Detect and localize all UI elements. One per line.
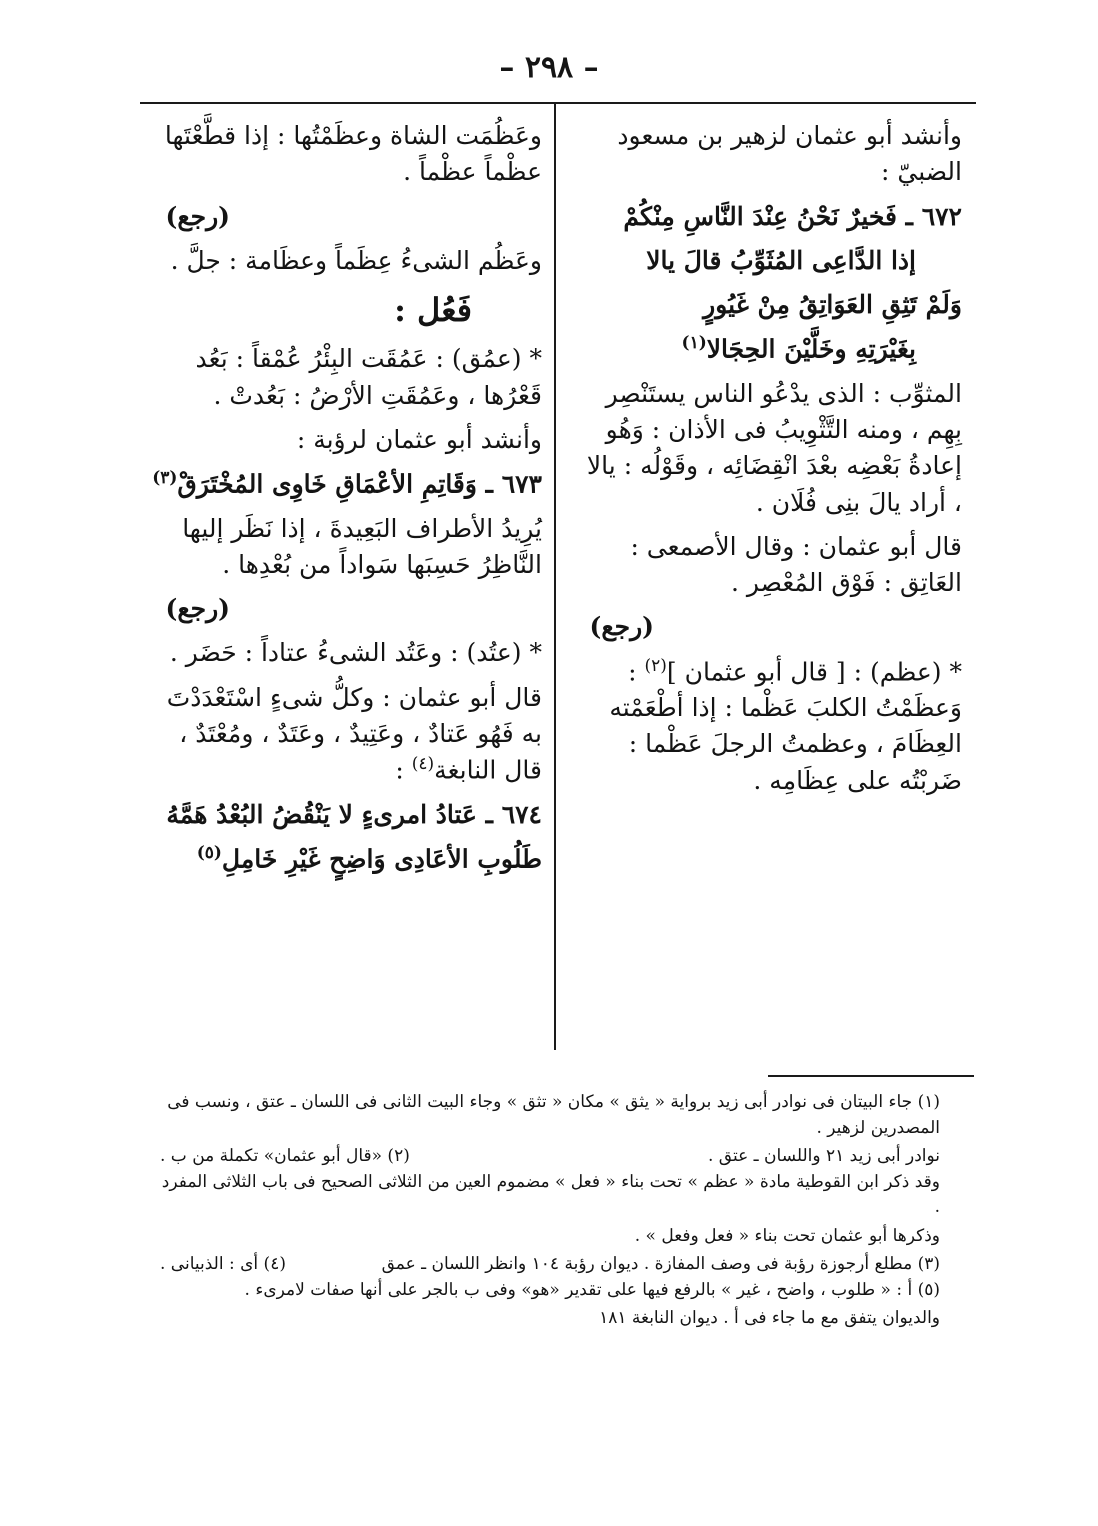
footnote-5: (٥) أ : « طلوب ، واضح ، غير » بالرفع فيها على تقدير «هو» وفى ب بالجر على أنها صفات لامرىء . (244, 1279, 940, 1300)
entry-azm-text: : وَعظَمْتُ الكلبَ عَظْما : إذا أطْعَمْته العِظَامَ ، وعظمتُ الرجلَ عَظْما : ضَربْتُه على عِظَامِه . (609, 656, 962, 795)
verse-672-line4-text: بِغَيْرَتِهِ وخَلَّيْنَ الحِجَالا (706, 334, 916, 364)
footnote-row-2 (160, 1144, 940, 1170)
commentary-673: يُرِيدُ الأطراف البَعِيدةَ ، إذا نَظَر إليها النَّاظِرُ حَسِبَها سَواداً من بُعْدِها . (182, 513, 542, 579)
atid-text (150, 680, 542, 789)
entry-azm (572, 654, 962, 799)
footnote-3: (٣) مطلع أرجوزة رؤبة فى وصف المفازة . ديوان رؤبة ١٠٤ وانظر اللسان ـ عمق (381, 1254, 940, 1274)
entry-azuma: وعَظُم الشىءُ عِظَماً وعظَامة : جلَّ . (170, 245, 542, 275)
footnote-4: (٤) أى : الذبيانى . (160, 1254, 286, 1274)
commentary-asmai: قال أبو عثمان : وقال الأصمعى : العَاتِق : فَوْق المُعْصِر . (630, 531, 962, 598)
footnote-2: (٢) «قال أبو عثمان» تكملة من ب . (160, 1146, 410, 1166)
left-column (150, 118, 542, 886)
section-heading-faul: فَعُل : (394, 291, 472, 329)
verse-672-line2: إذا الدَّاعِى المُثَوِّبُ قالَ يالا (646, 245, 916, 275)
verse-674-line2 (150, 841, 542, 878)
footnote-1-continuation: نوادر أبى زيد ٢١ واللسان ـ عتق . (707, 1146, 940, 1166)
entry-azm-head: * (عظم) : [ قال أبو عثمان ] (666, 656, 962, 686)
footnote-5-continuation: والديوان يتفق مع ما جاء فى أ . ديوان النابغة ١٨١ (599, 1308, 940, 1328)
footnote-marker-3: (٣) (152, 468, 178, 489)
verse-674-line2-text: طَلُوبِ الأعَادِى وَاضِحٍ غَيْرِ خَامِلِ (221, 844, 542, 874)
verse-672-line3: وَلَمْ تَثِقِ العَوَاتِقُ مِنْ غَيُورٍ (703, 290, 962, 319)
intro-ruba: وأنشد أبو عثمان لرؤبة : (296, 424, 542, 454)
verse-673-text: ٦٧٣ ـ وَقَاتِمِ الأعْمَاقِ خَاوِى المُخْتَرَقْ (177, 469, 542, 499)
footnote-marker-5: (٥) (196, 843, 222, 864)
verse-672-line4 (572, 331, 962, 368)
footnote-marker-2: (٢) (644, 655, 667, 676)
verse-674-line1: ٦٧٤ ـ عَتادُ امرىءٍ لا يَنْقُضُ البُعْدُ هَمَّهُ (166, 799, 542, 829)
footnote-marker-4: (٤) (411, 754, 435, 775)
footnote-rule (768, 1075, 974, 1077)
verse-672-line1: ٦٧٢ ـ فَخيرٌ نَحْنُ عِنْدَ النَّاسِ مِنْكُمْ (623, 201, 962, 231)
verse-673 (150, 466, 542, 503)
footnote-1: (١) جاء البيتان فى نوادر أبى زيد برواية « يثق » مكان « تثق » وجاء البيت الثانى فى اللسان ـ عتق ، ونسب فى المصدرين لزهير . (167, 1092, 940, 1138)
footnote-row-3 (160, 1252, 940, 1278)
rajaa-marker: (رجع) (589, 612, 654, 642)
page-number: – ٢٩٨ – (499, 50, 599, 85)
commentary-muthawwib: المثوِّب : الذى يدْعُو الناس يستَنْصِر بِهِم ، ومنه التَّثْوِيبُ فى الأذان : وَهُو إعادةُ بَعْضِه بعْدَ انْقِضَائِه ، وقَوْلُه : يالا ، أراد يالَ بنِى فُلَان . (586, 378, 962, 517)
atid-body: قال أبو عثمان : وكلُّ شىءٍ اسْتَعْدَدْتَ به فَهُو عَتادٌ ، وعَتِيدٌ ، وعَتَدٌ ، ومُعْتَدٌ ، قال النابغة (166, 682, 542, 785)
atid-colon: : (395, 755, 412, 785)
footnote-2-continuation-b: وذكرها أبو عثمان تحت بناء « فعل وفعل » . (634, 1225, 940, 1246)
column-divider (554, 104, 556, 1050)
intro-zuhair: وأنشد أبو عثمان لزهير بن مسعود الضبيّ : (617, 121, 962, 187)
entry-amuq: * (عمُق) : عَمُقَت البِئْرُ عُمْقاً : بَعُد قَعْرُها ، وعَمُقَتِ الأرْضُ : بَعُدتْ . (195, 344, 542, 410)
footnotes (160, 1090, 940, 1335)
right-column (572, 118, 962, 807)
rajaa-marker: (رجع) (165, 201, 230, 231)
entry-atud: * (عتُد) : وعَتُد الشىءُ عتاداً : حَضَر . (169, 638, 542, 668)
footnote-marker-1: (١) (681, 333, 707, 354)
header-rule (140, 102, 976, 104)
rajaa-marker: (رجع) (165, 594, 230, 624)
footnote-2-continuation: وقد ذكر ابن القوطية مادة « عظم » تحت بناء « فعل » مضموم العين من الثلاثى الصحيح فى باب الثلاثى المفرد . (161, 1171, 940, 1217)
azm-continuation: وعَظُمَت الشاة وعظَمْتُها : إذا قطَّعْتَها عظْماً عظْماً . (164, 121, 542, 187)
